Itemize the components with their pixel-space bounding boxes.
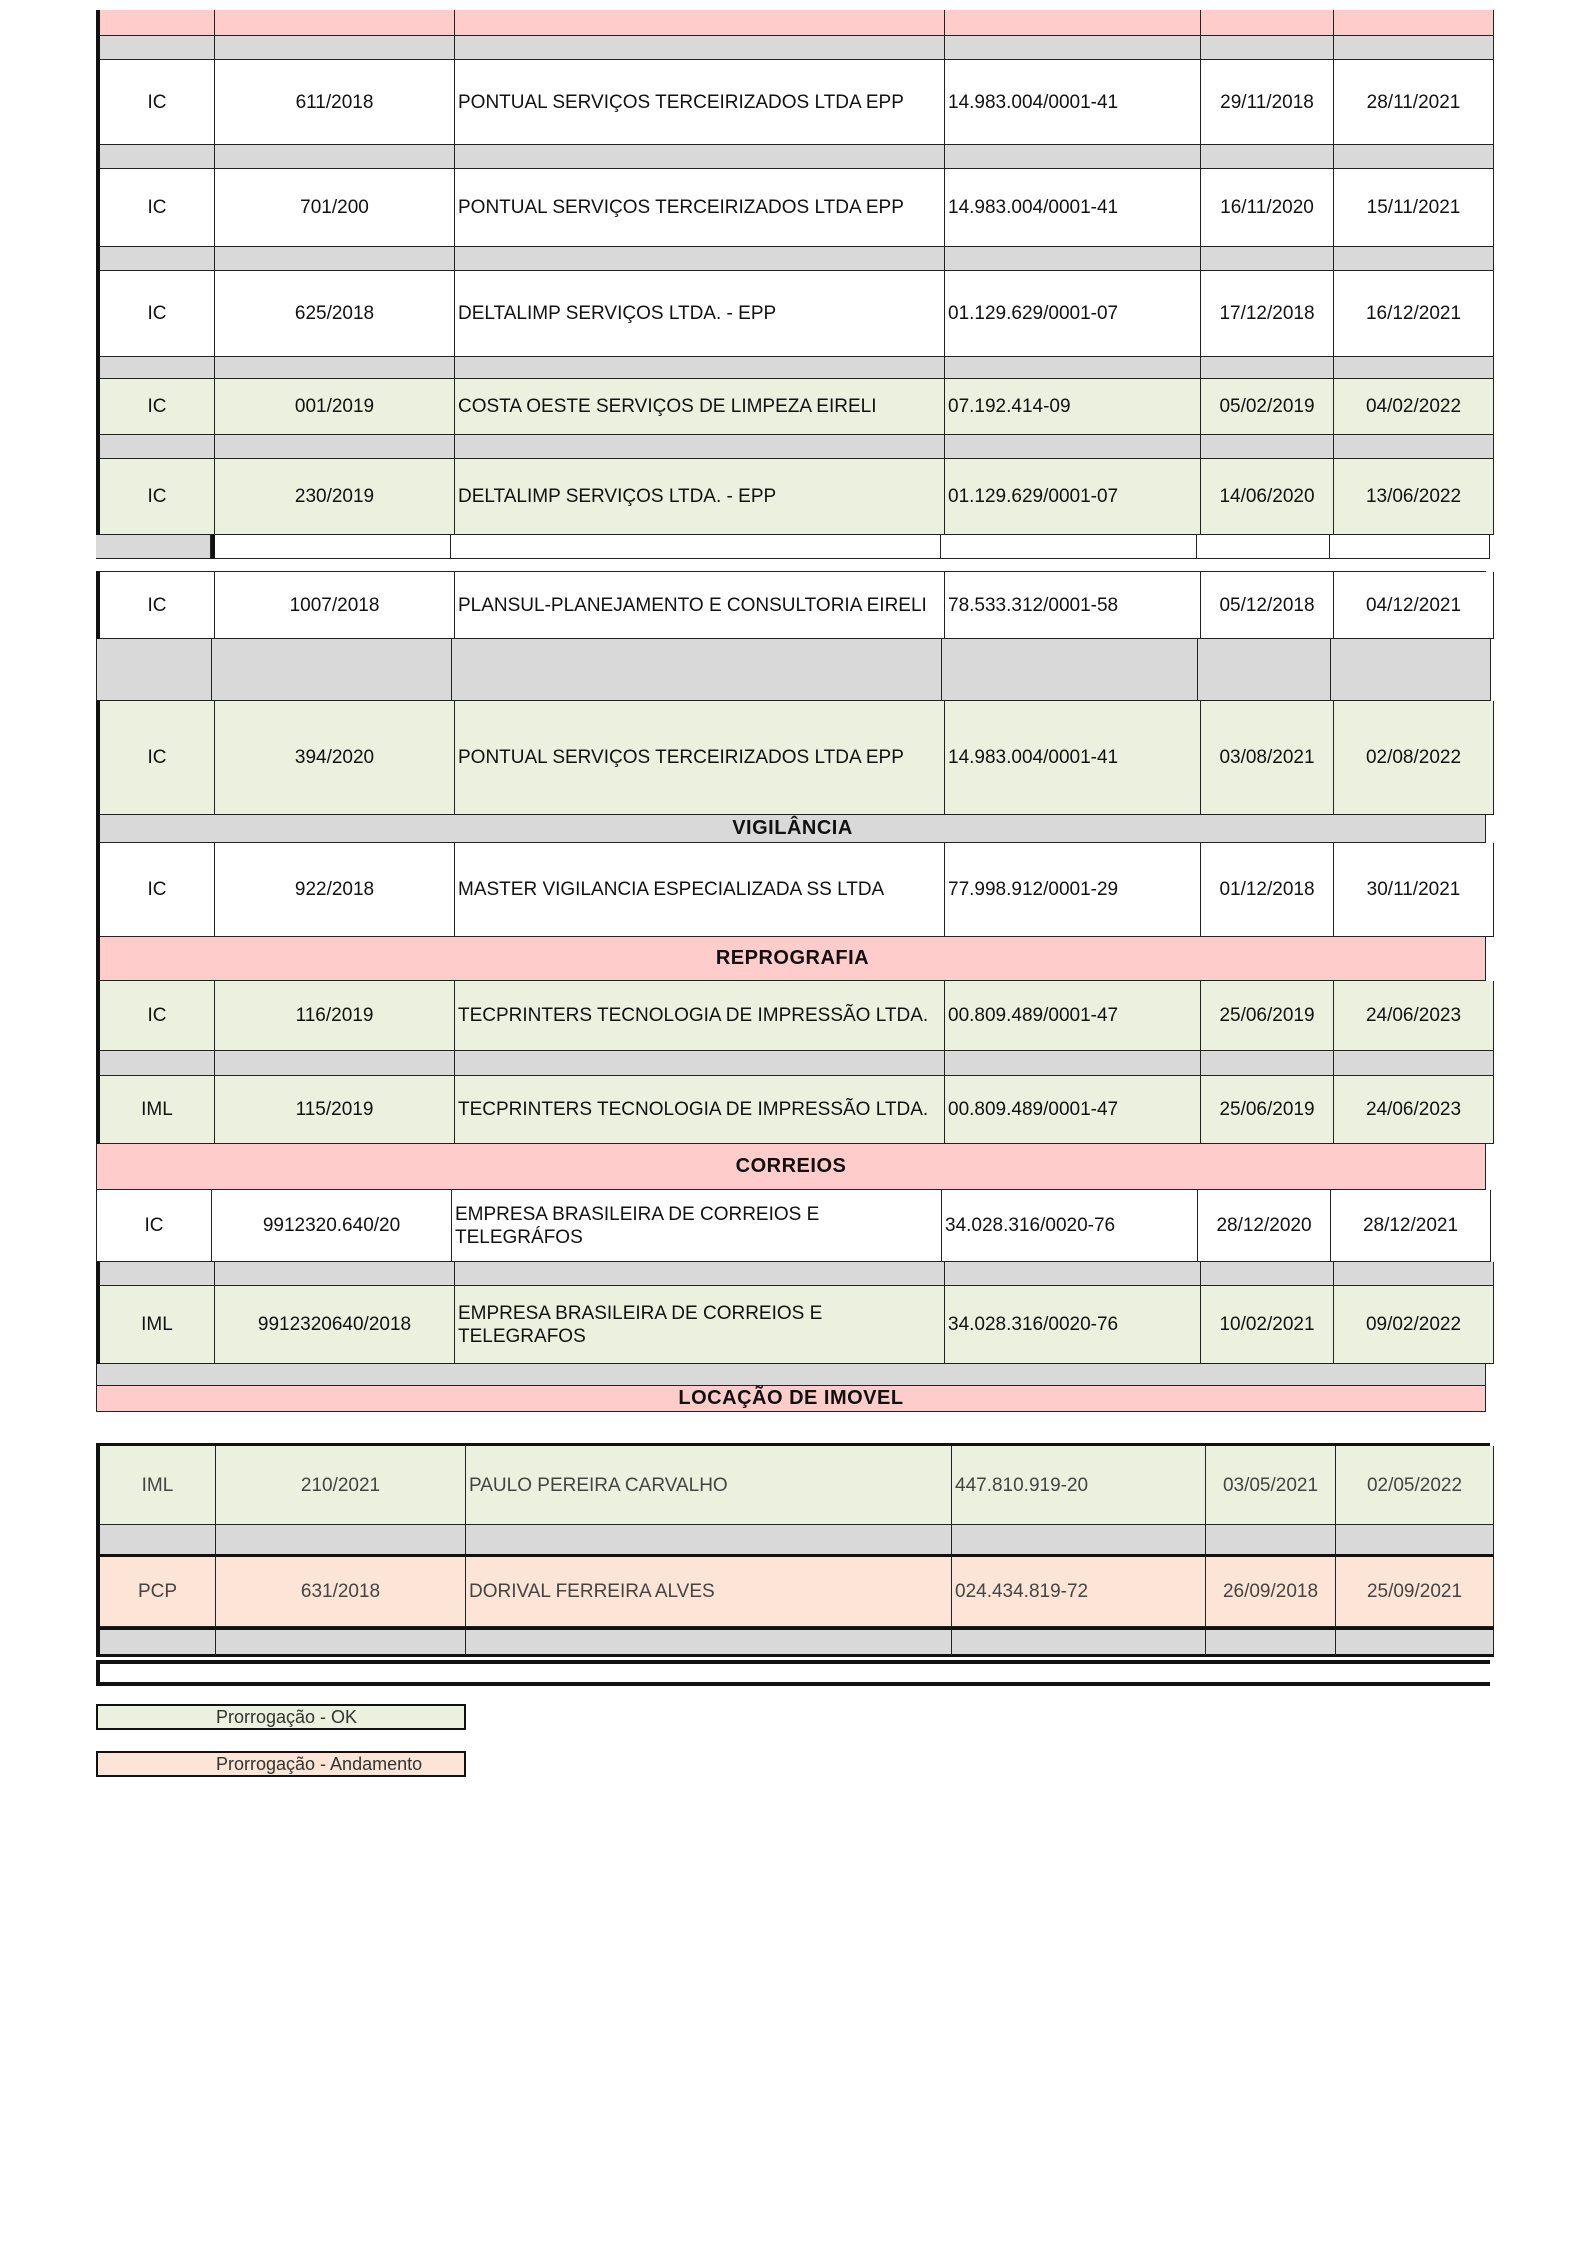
table-row xyxy=(96,981,1486,1051)
cnpj-cell: 01.129.629/0001-07 xyxy=(945,271,1201,357)
legend-prorrogacao-andamento: Prorrogação - Andamento xyxy=(96,1751,466,1777)
cnpj-cell: 447.810.919-20 xyxy=(952,1446,1206,1525)
empresa-cell: PLANSUL-PLANEJAMENTO E CONSULTORIA EIRELI xyxy=(455,572,945,639)
empresa-cell: DELTALIMP SERVIÇOS LTDA. - EPP xyxy=(455,271,945,357)
numero-cell: 9912320.640/20 xyxy=(212,1190,452,1262)
numero-cell: 701/200 xyxy=(215,169,455,247)
gap-row xyxy=(96,145,1490,169)
tipo-cell: PCP xyxy=(100,1557,216,1627)
tipo-cell: IC xyxy=(100,701,215,815)
legend-prorrogacao-ok: Prorrogação - OK xyxy=(96,1704,466,1730)
numero-cell: 611/2018 xyxy=(215,60,455,145)
inicio-cell: 03/05/2021 xyxy=(1206,1446,1336,1525)
numero-cell: 922/2018 xyxy=(215,843,455,937)
fim-cell: 09/02/2022 xyxy=(1334,1286,1494,1364)
cell xyxy=(1334,10,1494,36)
fim-cell: 04/02/2022 xyxy=(1334,379,1494,435)
numero-cell: 001/2019 xyxy=(215,379,455,435)
gap-row xyxy=(96,639,1486,701)
numero-cell: 394/2020 xyxy=(215,701,455,815)
numero-cell: 210/2021 xyxy=(216,1446,466,1525)
fim-cell: 04/12/2021 xyxy=(1334,572,1494,639)
top-pink-row xyxy=(96,10,1490,36)
numero-cell: 115/2019 xyxy=(215,1076,455,1144)
numero-cell: 1007/2018 xyxy=(215,572,455,639)
inicio-cell: 17/12/2018 xyxy=(1201,271,1334,357)
cnpj-cell: 14.983.004/0001-41 xyxy=(945,60,1201,145)
fim-cell: 02/05/2022 xyxy=(1336,1446,1494,1525)
empresa-cell: DELTALIMP SERVIÇOS LTDA. - EPP xyxy=(455,459,945,535)
empresa-cell: COSTA OESTE SERVIÇOS DE LIMPEZA EIRELI xyxy=(455,379,945,435)
empresa-cell: EMPRESA BRASILEIRA DE CORREIOS E TELEGRAFOS xyxy=(455,1286,945,1364)
table-row xyxy=(96,271,1490,357)
inicio-cell: 14/06/2020 xyxy=(1201,459,1334,535)
tipo-cell: IML xyxy=(100,1286,215,1364)
cell xyxy=(100,10,215,36)
inicio-cell: 05/12/2018 xyxy=(1201,572,1334,639)
section-reprografia: REPROGRAFIA xyxy=(96,937,1486,981)
empresa-cell: MASTER VIGILANCIA ESPECIALIZADA SS LTDA xyxy=(455,843,945,937)
table-row xyxy=(96,169,1490,247)
bottom-empty-row xyxy=(96,1660,1490,1686)
table-row xyxy=(96,1190,1486,1262)
cnpj-cell: 34.028.316/0020-76 xyxy=(942,1190,1198,1262)
fim-cell: 24/06/2023 xyxy=(1334,1076,1494,1144)
fim-cell: 24/06/2023 xyxy=(1334,981,1494,1051)
cnpj-cell: 77.998.912/0001-29 xyxy=(945,843,1201,937)
inicio-cell: 05/02/2019 xyxy=(1201,379,1334,435)
table-row xyxy=(96,459,1490,535)
cnpj-cell: 07.192.414-09 xyxy=(945,379,1201,435)
empresa-cell: DORIVAL FERREIRA ALVES xyxy=(466,1557,952,1627)
table-row xyxy=(96,1076,1486,1144)
cell xyxy=(1201,10,1334,36)
table-row xyxy=(96,60,1490,145)
tipo-cell: IC xyxy=(97,1190,212,1262)
cnpj-cell: 34.028.316/0020-76 xyxy=(945,1286,1201,1364)
inicio-cell: 26/09/2018 xyxy=(1206,1557,1336,1627)
table-row xyxy=(96,701,1486,815)
cnpj-cell: 024.434.819-72 xyxy=(952,1557,1206,1627)
fim-cell: 28/11/2021 xyxy=(1334,60,1494,145)
inicio-cell: 10/02/2021 xyxy=(1201,1286,1334,1364)
empresa-cell: PONTUAL SERVIÇOS TERCEIRIZADOS LTDA EPP xyxy=(455,701,945,815)
tipo-cell: IC xyxy=(100,981,215,1051)
gap-row xyxy=(96,435,1490,459)
table-row xyxy=(96,571,1486,639)
table-row xyxy=(96,1443,1490,1525)
fim-cell: 13/06/2022 xyxy=(1334,459,1494,535)
gap-row xyxy=(96,36,1490,60)
section-locacao: LOCAÇÃO DE IMOVEL xyxy=(96,1386,1486,1412)
table-row xyxy=(96,843,1486,937)
table-row xyxy=(96,379,1490,435)
inicio-cell: 03/08/2021 xyxy=(1201,701,1334,815)
empresa-cell: TECPRINTERS TECNOLOGIA DE IMPRESSÃO LTDA. xyxy=(455,981,945,1051)
inicio-cell: 25/06/2019 xyxy=(1201,981,1334,1051)
cnpj-cell: 14.983.004/0001-41 xyxy=(945,701,1201,815)
fim-cell: 02/08/2022 xyxy=(1334,701,1494,815)
gap-row xyxy=(96,247,1490,271)
tipo-cell: IC xyxy=(100,843,215,937)
numero-cell: 9912320640/2018 xyxy=(215,1286,455,1364)
numero-cell: 230/2019 xyxy=(215,459,455,535)
table-row xyxy=(96,1286,1486,1364)
fim-cell: 30/11/2021 xyxy=(1334,843,1494,937)
gap-row xyxy=(96,1262,1486,1286)
inicio-cell: 28/12/2020 xyxy=(1198,1190,1331,1262)
table-row xyxy=(96,1557,1490,1627)
gap-row xyxy=(96,357,1490,379)
gap-row xyxy=(96,1525,1490,1557)
cnpj-cell: 00.809.489/0001-47 xyxy=(945,1076,1201,1144)
cell xyxy=(455,10,945,36)
empresa-cell: EMPRESA BRASILEIRA DE CORREIOS E TELEGRÁFOS xyxy=(452,1190,942,1262)
cnpj-cell: 01.129.629/0001-07 xyxy=(945,459,1201,535)
inicio-cell: 29/11/2018 xyxy=(1201,60,1334,145)
fim-cell: 15/11/2021 xyxy=(1334,169,1494,247)
tipo-cell: IC xyxy=(100,379,215,435)
gap-row xyxy=(96,1051,1486,1076)
numero-cell: 631/2018 xyxy=(216,1557,466,1627)
tipo-cell: IC xyxy=(100,60,215,145)
section-vigilancia: VIGILÂNCIA xyxy=(96,815,1486,843)
inicio-cell: 25/06/2019 xyxy=(1201,1076,1334,1144)
empresa-cell: TECPRINTERS TECNOLOGIA DE IMPRESSÃO LTDA. xyxy=(455,1076,945,1144)
empresa-cell: PAULO PEREIRA CARVALHO xyxy=(466,1446,952,1525)
fim-cell: 25/09/2021 xyxy=(1336,1557,1494,1627)
cnpj-cell: 14.983.004/0001-41 xyxy=(945,169,1201,247)
fim-cell: 28/12/2021 xyxy=(1331,1190,1491,1262)
tipo-cell: IC xyxy=(100,459,215,535)
cell xyxy=(945,10,1201,36)
tipo-cell: IC xyxy=(100,271,215,357)
tipo-cell: IC xyxy=(100,169,215,247)
tipo-cell: IML xyxy=(100,1076,215,1144)
cell xyxy=(215,10,455,36)
empresa-cell: PONTUAL SERVIÇOS TERCEIRIZADOS LTDA EPP xyxy=(455,169,945,247)
tipo-cell: IML xyxy=(100,1446,216,1525)
section-correios: CORREIOS xyxy=(96,1144,1486,1190)
numero-cell: 116/2019 xyxy=(215,981,455,1051)
cnpj-cell: 78.533.312/0001-58 xyxy=(945,572,1201,639)
inicio-cell: 01/12/2018 xyxy=(1201,843,1334,937)
empresa-cell: PONTUAL SERVIÇOS TERCEIRIZADOS LTDA EPP xyxy=(455,60,945,145)
gap-row xyxy=(96,535,1490,559)
fim-cell: 16/12/2021 xyxy=(1334,271,1494,357)
gap-row xyxy=(96,1627,1490,1657)
numero-cell: 625/2018 xyxy=(215,271,455,357)
cnpj-cell: 00.809.489/0001-47 xyxy=(945,981,1201,1051)
inicio-cell: 16/11/2020 xyxy=(1201,169,1334,247)
tipo-cell: IC xyxy=(100,572,215,639)
gap-row xyxy=(96,1364,1486,1386)
